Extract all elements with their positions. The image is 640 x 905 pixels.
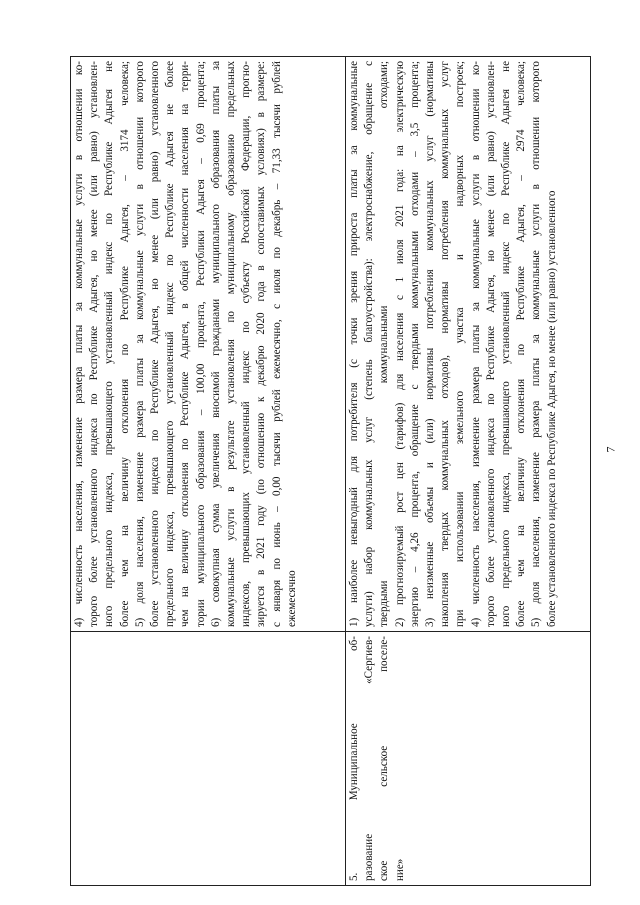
text-line: более чем на величину отклонения по Республике Адыгея, – 3174 человека; <box>118 61 131 627</box>
table-row <box>346 57 591 886</box>
text-line: торого более установленного индекса по Республике Адыгея, но менее (или равно) установлен- <box>484 61 497 627</box>
text-line: ское сельское поселе- <box>378 636 391 881</box>
table-row <box>71 57 346 886</box>
text-line: 6) совокупная сумма увеличения вносимой гражданами муниципального образования платы за <box>209 61 222 627</box>
content-cell <box>346 57 591 632</box>
page-number: 7 <box>603 446 618 453</box>
text-line: энергию – 4,26 процента, обращение с твердыми коммунальными отходами – 3,5 процента; <box>408 61 421 627</box>
text-line: более чем на величину отклонения по Республике Адыгея, – 2974 человека; <box>515 61 528 627</box>
text-line: 4) численность населения, изменение размера платы за коммунальные услуги в отношении ко- <box>469 61 482 627</box>
text-line: твердыми коммунальными отходами; <box>378 61 391 627</box>
text-line: коммунальные услуги в результате установления по муниципальному образованию предельных <box>225 61 238 627</box>
text-line: 2) прогнозируемый рост цен (тарифов) для населения с 1 июля 2021 года: на электрическую <box>393 61 406 627</box>
text-line: ного предельного индекса, превышающего установленный индекс по Республике Адыгея не <box>103 61 116 627</box>
text-line: 5. Муниципальное об- <box>348 636 360 881</box>
text-line: 1) наиболее невыгодный для потребителя (с точки зрения прироста платы за коммунальные <box>348 61 360 627</box>
text-line: индексов, превышающих установленный индекс по субъекту Российской Федерации, прогно- <box>240 61 253 627</box>
text-line: 5) доля населения, изменение размера платы за коммунальные услуги в отношении которого <box>133 61 146 627</box>
municipality-cell <box>346 632 591 886</box>
text-line: чем на величину отклонения по Республике Адыгея, в общей численности населения на терри- <box>179 61 192 627</box>
text-line: 5) доля населения, изменение размера платы за коммунальные услуги в отношении которого <box>530 61 543 627</box>
text-line: накопления твердых коммунальных отходов), нормативы потребления коммунальных услуг <box>439 61 452 627</box>
text-line: торого более установленного индекса по Республике Адыгея, но менее (или равно) установлен- <box>88 61 101 627</box>
text-line: предельного индекса, превышающего установленный индекс по Республике Адыгея не более <box>164 61 177 627</box>
text-line: зируется в 2021 году (по отношению к декабрю 2020 года в сопоставимых условиях) в размере: <box>255 61 268 627</box>
text-line: с января по июнь – 0,00 тысячи рублей ежемесячно, с июля по декабрь – 71,33 тысячи рублей <box>270 61 283 627</box>
text-line: разование «Сергиев- <box>363 636 376 881</box>
text-line: ние» <box>393 858 406 881</box>
rotated-table-container <box>70 56 590 886</box>
content-cell <box>71 57 346 632</box>
text-line: более установленного индекса по Республике Адыгея, но менее (или равно) установленного <box>545 190 558 627</box>
text-line: 4) численность населения, изменение размера платы за коммунальные услуги в отношении ко- <box>73 61 85 627</box>
text-line: более установленного индекса по Республике Адыгея, но менее (или равно) установленного <box>149 61 162 627</box>
text-line: тории муниципального образования – 100,00 процента, Республики Адыгея – 0,69 процента; <box>194 61 207 627</box>
text-line: 3) неизменные объемы и (или) нормативы потребления коммунальных услуг (нормативы <box>424 61 437 627</box>
text-line: услуги) набор коммунальных услуг (степень благоустройства): электроснабжение, обращение с <box>363 61 376 627</box>
municipality-cell <box>71 632 346 886</box>
text-line: ного предельного индекса, превышающего установленный индекс по Республике Адыгея не <box>500 61 513 627</box>
indices-table <box>70 56 591 886</box>
text-line: ежемесячно <box>285 570 298 627</box>
text-line: при использовании земельного участка и надворных построек; <box>454 61 467 627</box>
